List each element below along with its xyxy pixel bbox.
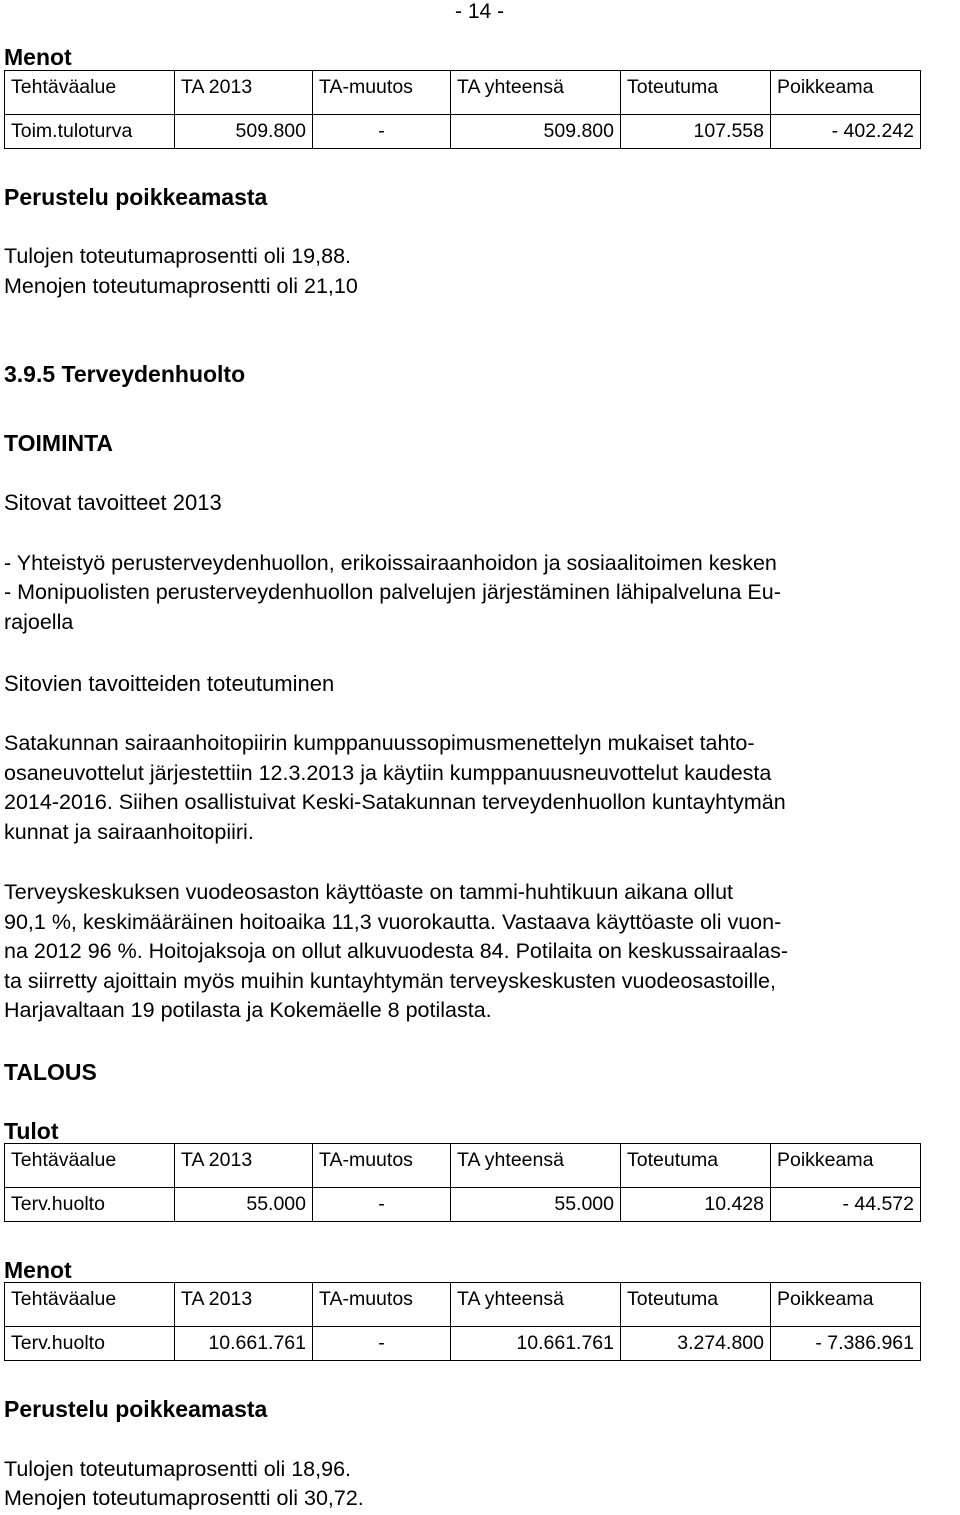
header-cell: Toteutuma <box>621 71 771 115</box>
table-cell: Terv.huolto <box>5 1188 175 1222</box>
menot-heading: Menot <box>4 1257 72 1283</box>
paragraph-line: 90,1 %, keskimääräinen hoitoaika 11,3 vuorokautta. Vastaava käyttöaste oli vuon- <box>4 909 782 934</box>
menot-table <box>4 70 921 149</box>
table-row <box>5 1188 921 1222</box>
toiminta-heading: TOIMINTA <box>4 430 114 456</box>
header-cell: Toteutuma <box>621 1144 771 1188</box>
menot-heading: Menot <box>4 44 72 70</box>
table-header-row <box>5 1283 921 1327</box>
header-cell: Poikkeama <box>771 1283 921 1327</box>
table-cell: - 402.242 <box>771 115 921 149</box>
table-row <box>5 1327 921 1361</box>
header-cell: Poikkeama <box>771 1144 921 1188</box>
table-header-row <box>5 71 921 115</box>
menot-table <box>4 1282 921 1361</box>
paragraph-line: ta siirretty ajoittain myös muihin kuntayhtymän terveyskeskusten vuodeosastoille, <box>4 968 776 993</box>
paragraph-line: Satakunnan sairaanhoitopiirin kumppanuussopimusmenettelyn mukaiset tahto- <box>4 731 755 755</box>
header-cell: TA 2013 <box>175 1144 313 1188</box>
header-cell: Tehtäväalue <box>5 71 175 115</box>
table-cell: 55.000 <box>451 1188 621 1222</box>
table-cell: 107.558 <box>621 115 771 149</box>
header-cell: TA 2013 <box>175 1283 313 1327</box>
paragraph-line: Terveyskeskuksen vuodeosaston käyttöaste on tammi-huhtikuun aikana ollut <box>4 880 734 904</box>
header-cell: Toteutuma <box>621 1283 771 1327</box>
tulot-heading: Tulot <box>4 1118 59 1144</box>
header-cell: TA yhteensä <box>451 71 621 115</box>
perustelu-line: Tulojen toteutumaprosentti oli 18,96. <box>4 1457 352 1481</box>
perustelu-line: Menojen toteutumaprosentti oli 30,72. <box>4 1486 364 1510</box>
header-cell: Poikkeama <box>771 71 921 115</box>
table-cell: 10.661.761 <box>175 1327 313 1361</box>
table-cell: 509.800 <box>451 115 621 149</box>
paragraph-line: na 2012 96 %. Hoitojaksoja on ollut alkuvuodesta 84. Potilaita on keskussairaalas- <box>4 939 789 963</box>
perustelu-heading: Perustelu poikkeamasta <box>4 1396 268 1422</box>
table-cell: - <box>313 1188 451 1222</box>
paragraph-line: kunnat ja sairaanhoitopiiri. <box>4 819 254 844</box>
header-cell: Tehtäväalue <box>5 1144 175 1188</box>
paragraph-1 <box>4 729 954 847</box>
table-cell: 10.428 <box>621 1188 771 1222</box>
paragraph-2 <box>4 878 954 1026</box>
table-row <box>5 115 921 149</box>
sitovat-line: - Monipuolisten perusterveydenhuollon palvelujen järjestäminen lähipalveluna Eu- <box>4 580 781 604</box>
paragraph-line: Harjavaltaan 19 potilasta ja Kokemäelle 8 potilasta. <box>4 998 492 1022</box>
perustelu-line: Tulojen toteutumaprosentti oli 19,88. <box>4 244 352 268</box>
sitovat-heading: Sitovat tavoitteet 2013 <box>4 490 222 515</box>
tulot-table <box>4 1143 921 1222</box>
table-cell: - <box>313 1327 451 1361</box>
table-cell: 3.274.800 <box>621 1327 771 1361</box>
header-cell: TA-muutos <box>313 1144 451 1188</box>
section-title: 3.9.5 Terveydenhuolto <box>4 361 246 387</box>
table-cell: 10.661.761 <box>451 1327 621 1361</box>
header-cell: TA 2013 <box>175 71 313 115</box>
table-cell: Terv.huolto <box>5 1327 175 1361</box>
toteutuminen-heading: Sitovien tavoitteiden toteutuminen <box>4 671 335 696</box>
perustelu-heading: Perustelu poikkeamasta <box>4 184 268 210</box>
page-number: - 14 - <box>455 0 505 23</box>
header-cell: TA-muutos <box>313 1283 451 1327</box>
paragraph-line: osaneuvottelut järjestettiin 12.3.2013 ja käytiin kumppanuusneuvottelut kaudesta <box>4 760 772 785</box>
sitovat-line: rajoella <box>4 610 74 634</box>
header-cell: Tehtäväalue <box>5 1283 175 1327</box>
table-header-row <box>5 1144 921 1188</box>
header-cell: TA yhteensä <box>451 1283 621 1327</box>
table-cell: Toim.tuloturva <box>5 115 175 149</box>
table-cell: - 44.572 <box>771 1188 921 1222</box>
paragraph-line: 2014-2016. Siihen osallistuivat Keski-Satakunnan terveydenhuollon kuntayhtymän <box>4 790 786 814</box>
perustelu-line: Menojen toteutumaprosentti oli 21,10 <box>4 274 358 298</box>
header-cell: TA-muutos <box>313 71 451 115</box>
table-cell: 55.000 <box>175 1188 313 1222</box>
table-cell: - <box>313 115 451 149</box>
table-cell: - 7.386.961 <box>771 1327 921 1361</box>
talous-heading: TALOUS <box>4 1059 97 1085</box>
header-cell: TA yhteensä <box>451 1144 621 1188</box>
sitovat-line: - Yhteistyö perusterveydenhuollon, erikoissairaanhoidon ja sosiaalitoimen kesken <box>4 551 777 575</box>
table-cell: 509.800 <box>175 115 313 149</box>
